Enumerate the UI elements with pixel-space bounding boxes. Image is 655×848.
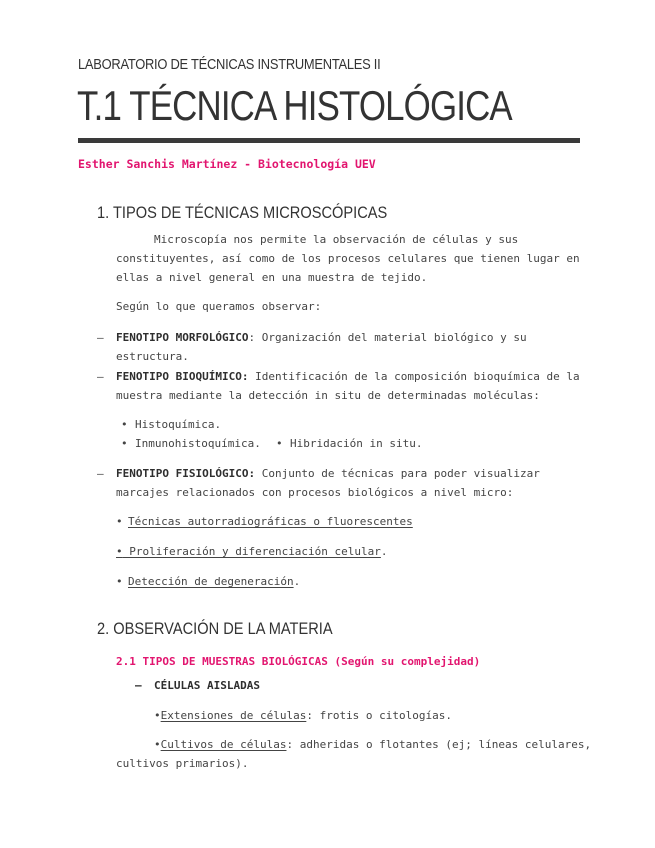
item-morfologico-line-2: estructura. (116, 350, 189, 363)
list-item-hibridacion: Hibridación in situ. (290, 437, 423, 450)
list-item-autorradiograficas: Técnicas autorradiográficas o fluorescentes (128, 515, 413, 528)
dash-glyph: – (135, 679, 142, 692)
item-fisiologico-line-2: marcajes relacionados con procesos biológicos a nivel micro: (116, 486, 514, 499)
bullet: • (121, 437, 128, 450)
bullet: • (116, 545, 123, 558)
intro-line-1: Microscopía nos permite la observación de células y sus (154, 233, 519, 246)
item-bioquimico-line-2: muestra mediante la detección in situ de determinadas moléculas: (116, 389, 540, 402)
intro-line-2: constituyentes, así como de los procesos celulares que tienen lugar en (116, 252, 580, 265)
item-fisiologico-label: FENOTIPO FISIOLÓGICO: (116, 467, 256, 480)
proliferacion-period: . (380, 545, 388, 558)
dash-marker: – (97, 467, 104, 480)
item-fisiologico-line-1 (116, 467, 540, 480)
cultivos-line-2: cultivos primarios). (116, 757, 249, 770)
item-morfologico-line-1 (116, 331, 527, 344)
bullet: • (116, 575, 123, 588)
section-2-heading: 2. OBSERVACIÓN DE LA MATERIA (97, 619, 333, 638)
dash-marker: – (97, 331, 104, 344)
author-line: Esther Sanchis Martínez - Biotecnología UEV (78, 157, 376, 171)
segun-text: Según lo que queramos observar: (116, 300, 322, 313)
item-bioquimico-label: FENOTIPO BIOQUÍMICO: (116, 370, 249, 383)
subsection-2-1-heading: 2.1 TIPOS DE MUESTRAS BIOLÓGICAS (Según su complejidad) (116, 655, 481, 668)
bullet: • (121, 418, 128, 431)
list-item-histoquimica: Histoquímica. (135, 418, 222, 431)
bullet: • (276, 437, 283, 450)
bullet: • (154, 738, 161, 751)
proliferacion-text: Proliferación y diferenciación celular (122, 545, 381, 558)
list-item-inmunohistoquimica: Inmunohistoquímica. (135, 437, 261, 450)
item-bioquimico-line-1 (116, 370, 580, 383)
cultivos-line-1 (154, 738, 591, 751)
degeneracion-text: Detección de degeneración (128, 575, 294, 588)
item-fisiologico-text: Conjunto de técnicas para poder visualizar (255, 467, 540, 480)
celulas-aisladas-label (154, 679, 260, 692)
extensiones-rest: : frotis o citologías. (306, 709, 453, 722)
item-bioquimico-text: Identificación de la composición bioquímica de la (248, 370, 580, 383)
extensiones-line (154, 709, 452, 722)
celulas-aisladas-text: CÉLULAS AISLADAS (154, 679, 260, 692)
list-item-degeneracion (128, 575, 300, 588)
item-morfologico-text: : Organización del material biológico y su (248, 331, 527, 344)
bullet: • (154, 709, 161, 722)
dash-marker: – (97, 370, 104, 383)
page-title: T.1 TÉCNICA HISTOLÓGICA (77, 82, 512, 129)
bullet: • (116, 515, 123, 528)
title-divider (78, 138, 580, 143)
item-morfologico-label: FENOTIPO MORFOLÓGICO (116, 331, 249, 344)
dash-marker (135, 679, 142, 692)
cultivos-text: Cultivos de células (160, 738, 287, 751)
extensiones-text: Extensiones de células (160, 709, 307, 722)
degeneracion-period: . (293, 575, 301, 588)
section-1-heading: 1. TIPOS DE TÉCNICAS MICROSCÓPICAS (97, 203, 388, 222)
intro-line-3: ellas a nivel general en una muestra de tejido. (116, 271, 428, 284)
course-subtitle: LABORATORIO DE TÉCNICAS INSTRUMENTALES II (78, 56, 381, 73)
list-item-proliferacion (116, 545, 388, 558)
cultivos-rest: : adheridas o flotantes (ej; líneas celulares, (286, 738, 592, 751)
